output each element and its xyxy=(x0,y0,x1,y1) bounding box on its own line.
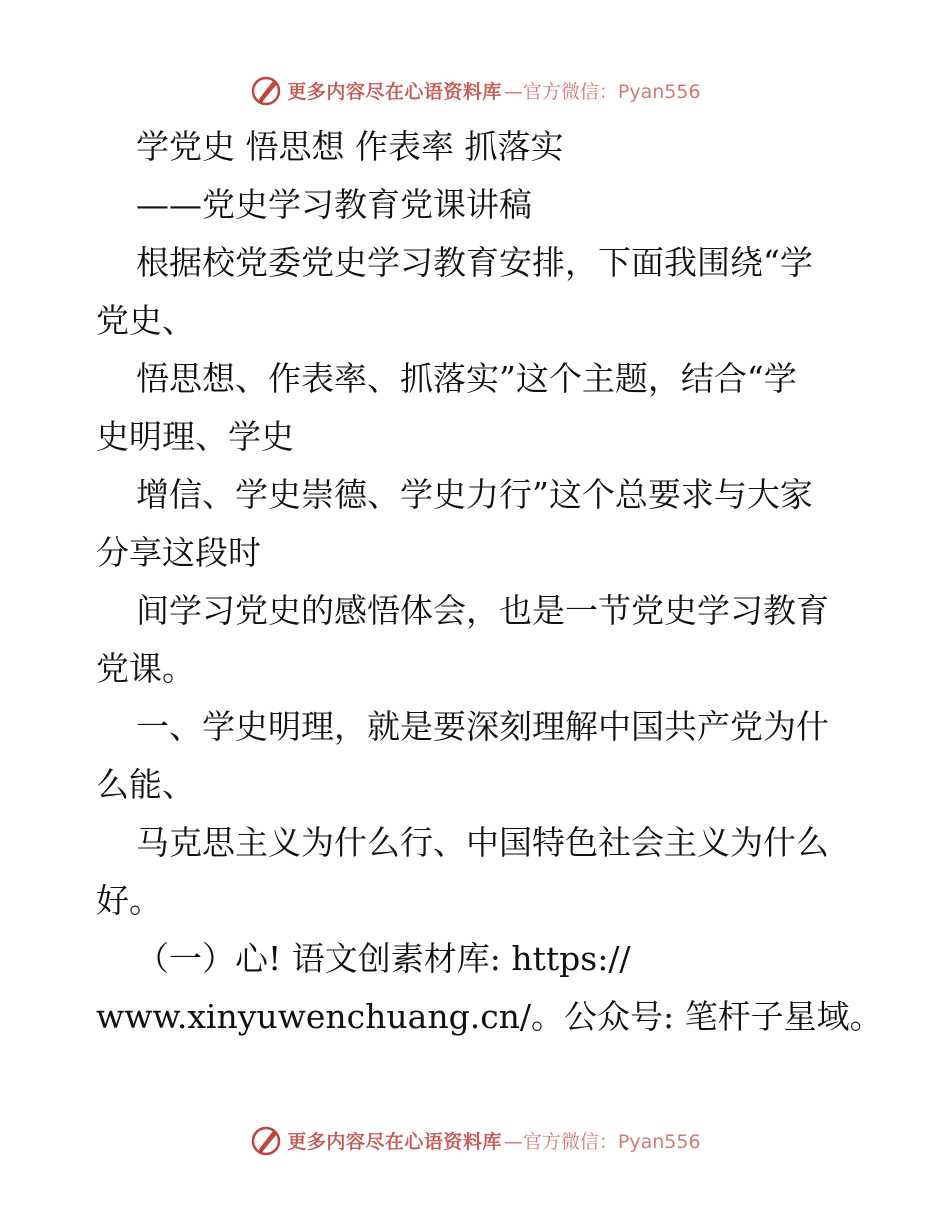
watermark-main-text: 更多内容尽在心语资料库 xyxy=(287,1130,502,1153)
footer-watermark xyxy=(0,1120,950,1160)
url-line: www.xinyuwenchuang.cn/。公众号: 笔杆子星域。 xyxy=(96,997,883,1036)
paragraph-line: 间学习党史的感悟体会，也是一节党史学习教育 xyxy=(136,591,829,630)
paragraph-line: 史明理、学史 xyxy=(96,417,294,456)
paragraph-line: 党课。 xyxy=(96,649,195,688)
paragraph-line: 马克思主义为什么行、中国特色社会主义为什么 xyxy=(136,823,829,862)
paragraph-line: 党史、 xyxy=(96,301,195,340)
paragraph-line: 增信、学史崇德、学史力行”这个总要求与大家 xyxy=(136,475,813,514)
paragraph-line: 悟思想、作表率、抓落实”这个主题，结合“学 xyxy=(136,359,797,398)
paragraph-line: 好。 xyxy=(96,881,162,920)
pen-logo-icon xyxy=(249,73,283,107)
watermark-sub-text: —官方微信：Pyan556 xyxy=(503,1130,701,1153)
subsection-line: （一）心! 语文创素材库: https:// xyxy=(136,939,631,978)
document-body xyxy=(96,118,883,1046)
pen-logo-icon xyxy=(249,1123,283,1157)
paragraph-line: 分享这段时 xyxy=(96,533,261,572)
paragraph-line: 根据校党委党史学习教育安排，下面我围绕“学 xyxy=(136,243,813,282)
section-heading-line: 么能、 xyxy=(96,765,195,804)
title-line: 学党史 悟思想 作表率 抓落实 xyxy=(136,127,564,166)
watermark-main-text: 更多内容尽在心语资料库 xyxy=(287,80,502,103)
subtitle-line: ——党史学习教育党课讲稿 xyxy=(136,185,532,224)
header-watermark xyxy=(0,70,950,110)
watermark-sub-text: —官方微信：Pyan556 xyxy=(503,80,701,103)
section-heading-line: 一、学史明理，就是要深刻理解中国共产党为什 xyxy=(136,707,829,746)
